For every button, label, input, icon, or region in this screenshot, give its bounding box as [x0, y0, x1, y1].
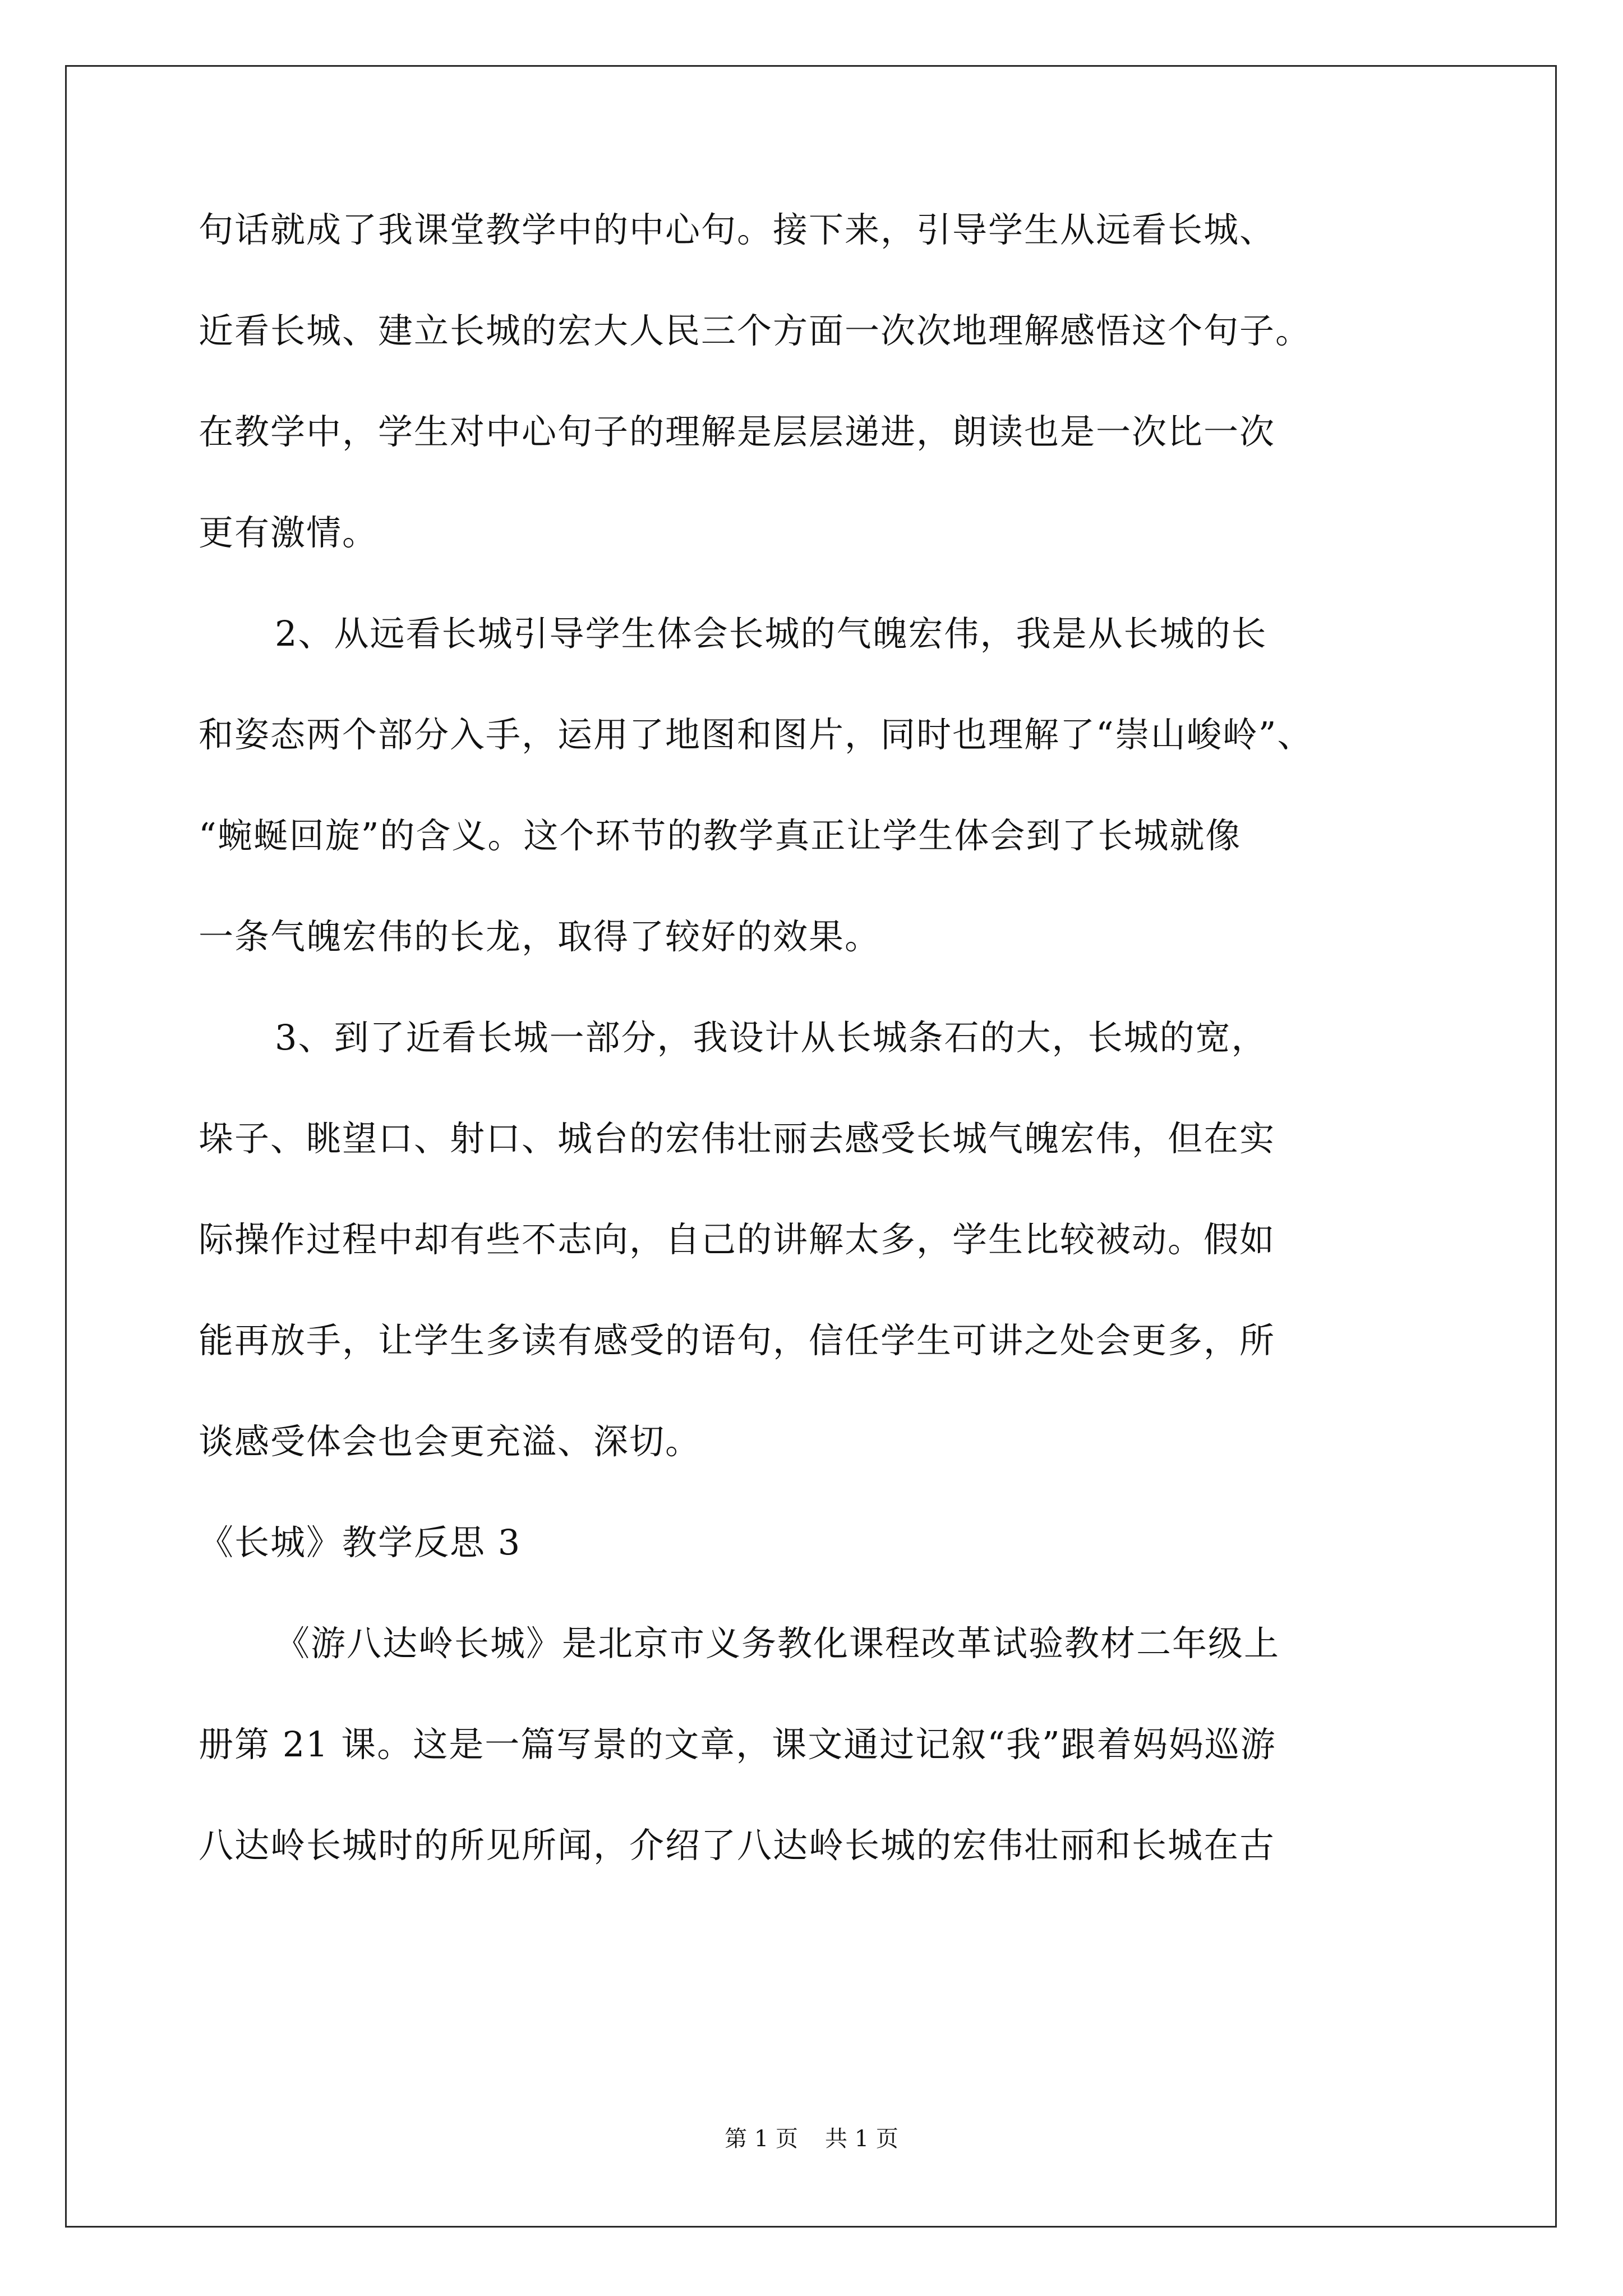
- paragraph-line: 际操作过程中却有些不志向，自己的讲解太多，学生比较被动。假如: [199, 1219, 1276, 1260]
- paragraph-line: 和姿态两个部分入手，运用了地图和图片，同时也理解了“崇山峻岭”、: [199, 714, 1313, 755]
- paragraph-line: 3、到了近看长城一部分，我设计从长城条石的大，长城的宽，: [275, 1017, 1267, 1058]
- paragraph-line: 能再放手，让学生多读有感受的语句，信任学生可讲之处会更多，所: [199, 1320, 1276, 1361]
- paragraph-line: 2、从远看长城引导学生体会长城的气魄宏伟，我是从长城的长: [275, 613, 1267, 654]
- paragraph-line: 更有激情。: [199, 512, 379, 553]
- paragraph-line: 《游八达岭长城》是北京市义务教化课程改革试验教材二年级上: [275, 1623, 1280, 1664]
- paragraph-line: 一条气魄宏伟的长龙，取得了较好的效果。: [199, 916, 881, 957]
- page-footer: [0, 2125, 1623, 2153]
- paragraph-line: 谈感受体会也会更充溢、深切。: [199, 1421, 702, 1462]
- paragraph-line: 册第 21 课。这是一篇写景的文章，课文通过记叙“我”跟着妈妈巡游: [199, 1724, 1276, 1765]
- page-number: 第 1 页: [725, 2126, 798, 2152]
- paragraph-line: 垛子、眺望口、射口、城台的宏伟壮丽去感受长城气魄宏伟，但在实: [199, 1118, 1276, 1159]
- page-total: 共 1 页: [825, 2126, 898, 2152]
- paragraph-line: 近看长城、建立长城的宏大人民三个方面一次次地理解感悟这个句子。: [199, 310, 1312, 351]
- paragraph-line: 句话就成了我课堂教学中的中心句。接下来，引导学生从远看长城、: [199, 209, 1276, 250]
- paragraph-line: 八达岭长城时的所见所闻，介绍了八达岭长城的宏伟壮丽和长城在古: [199, 1825, 1276, 1866]
- paragraph-line: 在教学中，学生对中心句子的理解是层层递进，朗读也是一次比一次: [199, 411, 1276, 452]
- paragraph-line: “蜿蜒回旋”的含义。这个环节的教学真正让学生体会到了长城就像: [199, 815, 1242, 856]
- section-heading: 《长城》教学反思 3: [199, 1522, 522, 1563]
